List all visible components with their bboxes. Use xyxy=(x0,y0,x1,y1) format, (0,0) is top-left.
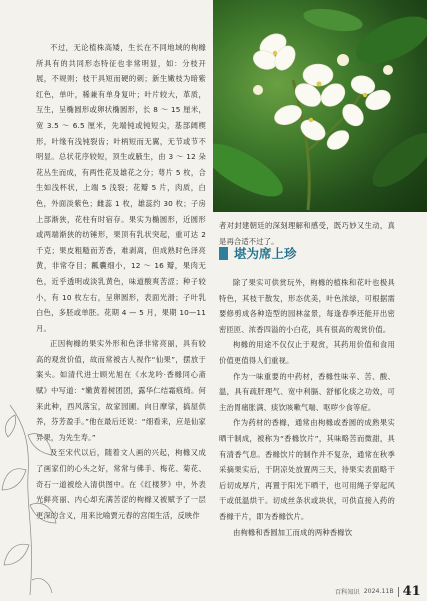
paragraph-medicinal-intro: 枸橼的用途不仅仅止于观赏，其药用价值和食用价值更值得人们重视。 xyxy=(219,340,395,365)
citron-flower-photo xyxy=(213,0,427,212)
section-heading xyxy=(219,244,297,262)
flower-cluster-illustration xyxy=(213,0,427,212)
right-text-column xyxy=(219,275,395,540)
section-heading-text: 堪为席上珍 xyxy=(234,246,297,261)
decorative-plant-sketch xyxy=(0,395,58,601)
page-footer xyxy=(335,584,421,599)
heading-marker-icon xyxy=(219,247,228,260)
paragraph-morphology: 不过，无论植株高矮，生长在不同地域的枸橼所具有的共同形态特征也非常明显，如：分枝开展，不规则；枝干具短而硬的刺；新生嫩枝为暗紫红色，单叶，稀兼有单身复叶；叶片较大，革质，互生，呈椭圆形或卵状椭圆形，长 8 ～ 15 厘米，宽 3.5 ～ 6.5 厘米，先端钝或钝短尖，基部阔楔形，叶缘有浅钝裂齿；叶柄短而无翼，无节或节不明显。总状花序较短，顶生或腋生，由 3 ～ 12 朵花丛生而成，有两性花及雄花之分；萼片 5 枚，合生如浅杯状，上端 5 浅裂；花瓣 5 片，肉质，白色，外面淡紫色；雌蕊 1 枚，雄蕊约 30 枚；子房上部渐狭，花柱有时宿存。果实为椭圆形，近圆形或两端渐狭的纺锤形，果顶有乳状突起，重可达 2 千克；果皮粗糙而芳香，难剥离，但成熟时色泽亮黄，非常夺目；瓤囊细小，12 ～ 16 瓣，果肉无色，近乎透明或淡乳黄色，味道酸爽苦涩；种子较小，有 10 枚左右，呈卵圆形，表面光滑；子叶乳白色，多胚或单胚。花期 4 — 5 月，果期 10—11 月。 xyxy=(36,43,206,333)
paragraph-preparation: 作为药材的香橼，通常由枸橼或香圆的成熟果实晒干制成，被称为“香橼饮片”，其味略苦而微甜，具有清香气息。香橼饮片的制作并不复杂，通常在秋季采摘果实后，于阴凉处放置两三天，待果实表面略干后切成厚片，再置于阳光下晒干，也可用绳子穿起风干或低温烘干。切成丝条状或块状，可供直接入药的香橼干片，即为香橼饮片。 xyxy=(219,418,395,521)
paragraph-painting-symbolism: 及至宋代以后，随着文人画的兴起，枸橼又成了画家们的心头之好，常常与佛手、梅花、菊花、奇石一道被绘入清供图中。在《红楼梦》中，外表光鲜亮丽、内心却充满苦涩的枸橼又被赋予了一层更深的含义，用来比喻贾元春的宫闱生活，反映作 xyxy=(36,448,206,520)
page-number: 41 xyxy=(402,584,421,599)
magazine-name: 百科知识 xyxy=(335,589,360,596)
issue-label: 2024.11B xyxy=(363,588,394,595)
left-text-column xyxy=(36,40,206,523)
paragraph-medicinal-properties: 作为一味重要的中药材，香橼性味辛、苦、酸、温，具有疏肝理气、宽中利膈、舒郁化痰之功效，可主治胃痛胀满、痰饮咳嗽气喘、呕哕少食等症。 xyxy=(219,371,395,412)
footer-divider xyxy=(398,587,399,597)
paragraph-continuation: 者对封建朝廷的深刻理解和感受，既巧妙又生动，真是再合适不过了。 xyxy=(219,221,395,246)
paragraph-closing: 由枸橼和香圆加工而成的两种香橼饮 xyxy=(233,527,353,537)
paragraph-ornamental-value: 除了果实可供赏玩外，枸橼的植株和花叶也极具特色，其枝干散发，形态优美，叶色浓绿，可根据需要修剪成各种造型的园林盆景，每逢春季还能开出密密匝匝、浓香四溢的小白花，具有很高的观赏价值。 xyxy=(219,278,395,334)
paragraph-ornamental-history: 正因枸橼的果实外形和色泽非常亮丽，具有较高的观赏价值，故而常被古人视作“仙果”，摆放于案头。如清代进士顾光旭在《水龙吟·香橼同心斋赋》中写道：“嫩黄着树团团，露华仁结霜痕绮。何来此种，西风落宝，故家园圃。向日摩挲，搞屋供养，芬芳盈手。”他在最后还说：“细看来，应是仙家异果，为先生寿。” xyxy=(36,339,206,442)
